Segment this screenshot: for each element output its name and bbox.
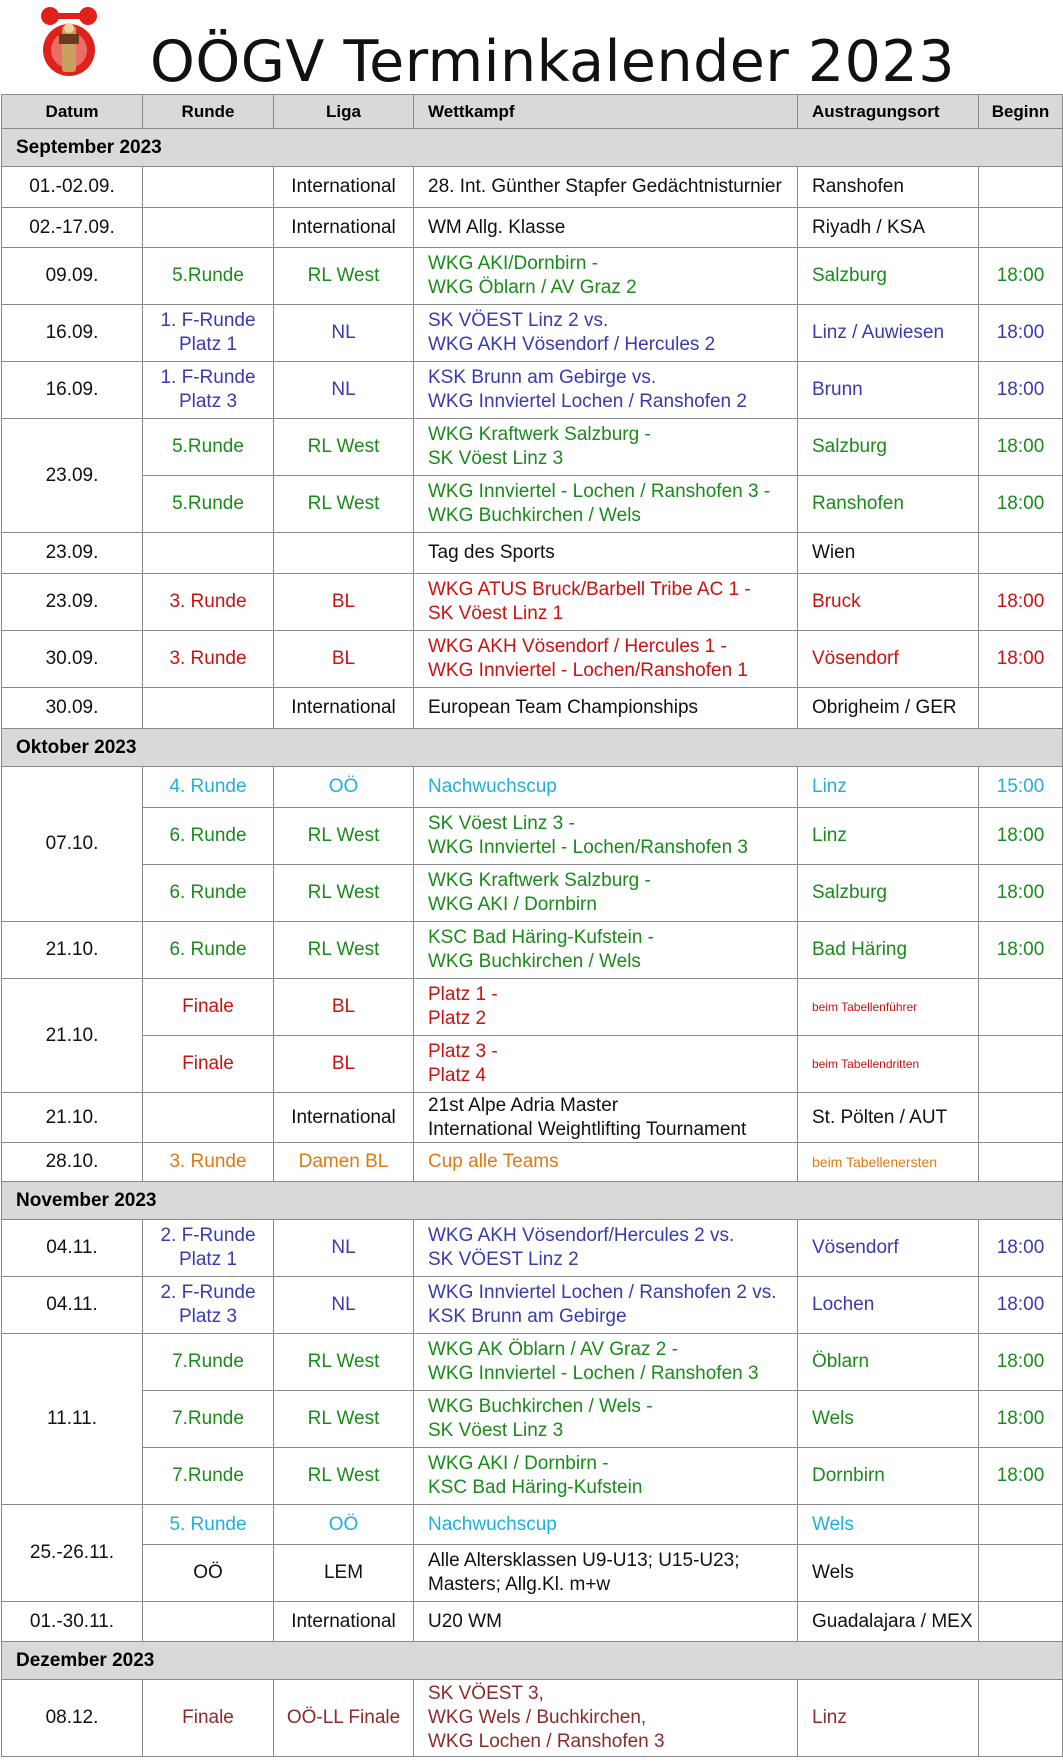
wettkampf-line: European Team Championships — [428, 697, 699, 718]
table-row — [2, 248, 1063, 305]
wettkampf-line: Tag des Sports — [428, 542, 555, 563]
cell-beginn: 18:00 — [979, 362, 1063, 419]
runde-line: 2. F-Runde — [160, 1282, 256, 1303]
cell-datum: 30.09. — [2, 688, 143, 729]
cell-wettkampf — [414, 979, 798, 1036]
cell-ort: Wels — [798, 1545, 979, 1602]
cell-liga: BL — [274, 631, 414, 688]
cell-datum: 23.09. — [2, 574, 143, 631]
cell-ort: Vösendorf — [798, 1220, 979, 1277]
month-section-header: September 2023 — [2, 129, 1063, 167]
cell-runde: 6. Runde — [143, 865, 274, 922]
cell-wettkampf — [414, 476, 798, 533]
month-section-header: Dezember 2023 — [2, 1642, 1063, 1680]
cell-runde — [143, 1093, 274, 1143]
cell-beginn: 18:00 — [979, 1391, 1063, 1448]
column-header-beginn: Beginn — [979, 95, 1063, 129]
cell-beginn — [979, 1505, 1063, 1545]
cell-liga: International — [274, 688, 414, 729]
wettkampf-line: WKG Innviertel - Lochen/Ranshofen 3 — [428, 837, 749, 858]
wettkampf-line: U20 WM — [428, 1610, 502, 1632]
cell-liga: OÖ — [274, 1505, 414, 1545]
cell-datum: 04.11. — [2, 1277, 143, 1334]
cell-wettkampf — [414, 574, 798, 631]
runde-line: Platz 1 — [178, 1249, 238, 1270]
wettkampf-line: Alle Altersklassen U9-U13; U15-U23; — [428, 1550, 740, 1571]
wettkampf-line: WKG Wels / Buchkirchen, — [428, 1707, 647, 1728]
cell-wettkampf — [414, 533, 798, 574]
cell-wettkampf — [414, 305, 798, 362]
table-row — [2, 631, 1063, 688]
cell-liga: NL — [274, 1220, 414, 1277]
wettkampf-line: WKG AKI / Dornbirn - — [428, 1453, 609, 1474]
cell-liga: OÖ-LL Finale — [274, 1680, 414, 1757]
cell-ort: Linz — [798, 1680, 979, 1757]
cell-wettkampf — [414, 808, 798, 865]
table-row — [2, 865, 1063, 922]
cell-ort: Wels — [798, 1505, 979, 1545]
runde-line: 1. F-Runde — [160, 367, 256, 388]
wettkampf-line: Cup alle Teams — [428, 1151, 559, 1172]
cell-runde: 6. Runde — [143, 808, 274, 865]
cell-ort: Bad Häring — [798, 922, 979, 979]
runde-line: 1. F-Runde — [160, 310, 256, 331]
cell-runde: Finale — [143, 1680, 274, 1757]
wettkampf-line: Platz 3 - — [428, 1041, 498, 1062]
cell-runde: 7.Runde — [143, 1334, 274, 1391]
table-row — [2, 305, 1063, 362]
cell-runde: 3. Runde — [143, 574, 274, 631]
cell-runde: 3. Runde — [143, 631, 274, 688]
cell-beginn: 18:00 — [979, 808, 1063, 865]
wettkampf-line: KSC Bad Häring-Kufstein — [428, 1477, 643, 1498]
cell-datum: 16.09. — [2, 362, 143, 419]
table-row — [2, 1680, 1063, 1757]
runde-line: Platz 3 — [178, 391, 238, 412]
cell-wettkampf — [414, 1391, 798, 1448]
wettkampf-line: Platz 1 - — [428, 984, 498, 1005]
wettkampf-line: WKG Buchkirchen / Wels — [428, 505, 641, 526]
cell-liga: RL West — [274, 476, 414, 533]
cell-runde: Finale — [143, 1036, 274, 1093]
cell-datum: 21.10. — [2, 979, 143, 1093]
column-header-datum: Datum — [2, 95, 143, 129]
cell-ort: Bruck — [798, 574, 979, 631]
wettkampf-line: Platz 4 — [428, 1065, 487, 1086]
page-title: OÖGV Terminkalender 2023 — [150, 29, 955, 95]
cell-runde: 5.Runde — [143, 419, 274, 476]
table-row — [2, 1093, 1063, 1143]
cell-beginn: 18:00 — [979, 476, 1063, 533]
cell-liga — [274, 533, 414, 574]
cell-beginn: 18:00 — [979, 922, 1063, 979]
cell-ort: Obrigheim / GER — [798, 688, 979, 729]
cell-ort: Riyadh / KSA — [798, 208, 979, 248]
cell-ort: Salzburg — [798, 865, 979, 922]
cell-wettkampf — [414, 688, 798, 729]
cell-wettkampf — [414, 1220, 798, 1277]
cell-wettkampf — [414, 767, 798, 808]
cell-wettkampf — [414, 865, 798, 922]
table-row — [2, 476, 1063, 533]
cell-ort: Brunn — [798, 362, 979, 419]
table-row — [2, 922, 1063, 979]
cell-wettkampf — [414, 1545, 798, 1602]
cell-runde: 3. Runde — [143, 1143, 274, 1182]
table-row — [2, 419, 1063, 476]
wettkampf-line: WKG Kraftwerk Salzburg - — [428, 424, 651, 445]
cell-datum: 08.12. — [2, 1680, 143, 1757]
cell-wettkampf — [414, 248, 798, 305]
cell-wettkampf — [414, 1277, 798, 1334]
cell-beginn — [979, 688, 1063, 729]
runde-line: Platz 3 — [178, 1306, 238, 1327]
wettkampf-line: WKG AK Öblarn / AV Graz 2 - — [428, 1339, 678, 1360]
cell-liga: LEM — [274, 1545, 414, 1602]
wettkampf-line: KSK Brunn am Gebirge — [428, 1306, 627, 1327]
cell-ort: Linz — [798, 767, 979, 808]
cell-ort: Wien — [798, 533, 979, 574]
cell-datum: 21.10. — [2, 922, 143, 979]
table-row — [2, 1036, 1063, 1093]
wettkampf-line: International Weightlifting Tournament — [428, 1118, 747, 1140]
cell-wettkampf — [414, 419, 798, 476]
wettkampf-line: WKG Innviertel Lochen / Ranshofen 2 — [428, 391, 747, 412]
cell-wettkampf — [414, 1093, 798, 1143]
calendar-table — [1, 94, 1063, 1757]
cell-wettkampf — [414, 631, 798, 688]
cell-datum: 02.-17.09. — [2, 208, 143, 248]
cell-wettkampf — [414, 1334, 798, 1391]
cell-beginn: 18:00 — [979, 419, 1063, 476]
table-row — [2, 167, 1063, 208]
cell-liga: RL West — [274, 1448, 414, 1505]
cell-ort: Linz / Auwiesen — [798, 305, 979, 362]
cell-wettkampf — [414, 1448, 798, 1505]
cell-ort: Salzburg — [798, 419, 979, 476]
cell-liga: International — [274, 1602, 414, 1642]
cell-wettkampf — [414, 1036, 798, 1093]
table-row — [2, 1545, 1063, 1602]
cell-ort: Wels — [798, 1391, 979, 1448]
cell-runde — [143, 533, 274, 574]
cell-datum: 16.09. — [2, 305, 143, 362]
cell-runde — [143, 167, 274, 208]
cell-datum: 23.09. — [2, 419, 143, 533]
cell-runde: 5. Runde — [143, 1505, 274, 1545]
wettkampf-line: WKG ATUS Bruck/Barbell Tribe AC 1 - — [428, 579, 751, 600]
cell-ort: Ranshofen — [798, 476, 979, 533]
cell-runde: OÖ — [143, 1545, 274, 1602]
cell-wettkampf — [414, 362, 798, 419]
column-header-runde: Runde — [143, 95, 274, 129]
cell-beginn: 18:00 — [979, 1220, 1063, 1277]
cell-beginn — [979, 1545, 1063, 1602]
table-row — [2, 533, 1063, 574]
cell-ort: Dornbirn — [798, 1448, 979, 1505]
cell-runde: 5.Runde — [143, 476, 274, 533]
cell-datum: 28.10. — [2, 1143, 143, 1182]
wettkampf-line: WKG AKH Vösendorf / Hercules 2 — [428, 334, 716, 355]
table-row — [2, 1505, 1063, 1545]
cell-ort: Lochen — [798, 1277, 979, 1334]
wettkampf-line: WKG Innviertel Lochen / Ranshofen 2 vs. — [428, 1282, 777, 1303]
wettkampf-line: WKG Innviertel - Lochen/Ranshofen 1 — [428, 660, 749, 681]
cell-beginn: 18:00 — [979, 574, 1063, 631]
cell-datum: 01.-30.11. — [2, 1602, 143, 1642]
wettkampf-line: SK VÖEST 3, — [428, 1683, 544, 1704]
table-row — [2, 574, 1063, 631]
cell-runde: 6. Runde — [143, 922, 274, 979]
cell-ort: Öblarn — [798, 1334, 979, 1391]
table-row — [2, 1334, 1063, 1391]
cell-liga: OÖ — [274, 767, 414, 808]
cell-beginn: 18:00 — [979, 1334, 1063, 1391]
cell-runde: 4. Runde — [143, 767, 274, 808]
cell-beginn: 18:00 — [979, 865, 1063, 922]
table-row — [2, 979, 1063, 1036]
cell-beginn — [979, 1143, 1063, 1182]
cell-beginn: 15:00 — [979, 767, 1063, 808]
cell-ort: St. Pölten / AUT — [798, 1093, 979, 1143]
wettkampf-line: KSC Bad Häring-Kufstein - — [428, 927, 654, 948]
cell-datum: 01.-02.09. — [2, 167, 143, 208]
cell-liga: RL West — [274, 419, 414, 476]
cell-datum: 11.11. — [2, 1334, 143, 1505]
cell-liga: BL — [274, 1036, 414, 1093]
wettkampf-line: WKG AKH Vösendorf / Hercules 1 - — [428, 636, 727, 657]
cell-runde — [143, 208, 274, 248]
cell-ort: beim Tabellendritten — [798, 1036, 979, 1093]
cell-wettkampf — [414, 1602, 798, 1642]
cell-liga: BL — [274, 574, 414, 631]
cell-wettkampf — [414, 922, 798, 979]
cell-runde: 7.Runde — [143, 1448, 274, 1505]
cell-liga: RL West — [274, 808, 414, 865]
wettkampf-line: Nachwuchscup — [428, 776, 557, 797]
cell-datum: 09.09. — [2, 248, 143, 305]
cell-liga: Damen BL — [274, 1143, 414, 1182]
cell-datum: 07.10. — [2, 767, 143, 922]
cell-wettkampf — [414, 208, 798, 248]
wettkampf-line: WKG Buchkirchen / Wels - — [428, 1396, 653, 1417]
cell-runde: Finale — [143, 979, 274, 1036]
wettkampf-line: SK Vöest Linz 3 — [428, 1420, 564, 1441]
cell-runde — [143, 688, 274, 729]
month-section-header: November 2023 — [2, 1182, 1063, 1220]
cell-beginn — [979, 979, 1063, 1036]
cell-datum: 30.09. — [2, 631, 143, 688]
wettkampf-line: WM Allg. Klasse — [428, 216, 566, 238]
cell-liga: International — [274, 1093, 414, 1143]
wettkampf-line: SK VÖEST Linz 2 — [428, 1249, 579, 1270]
wettkampf-line: SK Vöest Linz 1 — [428, 603, 564, 624]
wettkampf-line: WKG Buchkirchen / Wels — [428, 951, 641, 972]
table-row — [2, 1391, 1063, 1448]
wettkampf-line: WKG AKI/Dornbirn - — [428, 253, 598, 274]
cell-ort: Salzburg — [798, 248, 979, 305]
cell-liga: International — [274, 167, 414, 208]
runde-line: Platz 1 — [178, 334, 238, 355]
wettkampf-line: SK Vöest Linz 3 — [428, 448, 564, 469]
cell-liga: NL — [274, 1277, 414, 1334]
wettkampf-line: KSK Brunn am Gebirge vs. — [428, 367, 657, 388]
wettkampf-line: WKG AKI / Dornbirn — [428, 894, 597, 915]
cell-beginn — [979, 208, 1063, 248]
wettkampf-line: WKG Innviertel - Lochen / Ranshofen 3 - — [428, 481, 771, 502]
wettkampf-line: Masters; Allg.Kl. m+w — [428, 1574, 611, 1595]
cell-runde — [143, 305, 274, 362]
cell-datum: 21.10. — [2, 1093, 143, 1143]
cell-liga: BL — [274, 979, 414, 1036]
cell-wettkampf — [414, 167, 798, 208]
table-row — [2, 208, 1063, 248]
wettkampf-line: WKG Öblarn / AV Graz 2 — [428, 277, 637, 298]
cell-datum: 23.09. — [2, 533, 143, 574]
cell-ort: beim Tabellenersten — [798, 1143, 979, 1182]
column-header-liga: Liga — [274, 95, 414, 129]
cell-wettkampf — [414, 1143, 798, 1182]
cell-beginn: 18:00 — [979, 248, 1063, 305]
cell-datum: 04.11. — [2, 1220, 143, 1277]
cell-runde — [143, 1220, 274, 1277]
cell-ort: Guadalajara / MEX — [798, 1602, 979, 1642]
runde-line: 2. F-Runde — [160, 1225, 256, 1246]
cell-runde — [143, 362, 274, 419]
cell-liga: RL West — [274, 248, 414, 305]
wettkampf-line: SK VÖEST Linz 2 vs. — [428, 310, 609, 331]
table-row — [2, 362, 1063, 419]
month-section-header: Oktober 2023 — [2, 729, 1063, 767]
wettkampf-line: WKG AKH Vösendorf/Hercules 2 vs. — [428, 1225, 735, 1246]
table-row — [2, 1143, 1063, 1182]
cell-liga: RL West — [274, 1391, 414, 1448]
cell-liga: NL — [274, 362, 414, 419]
cell-runde: 7.Runde — [143, 1391, 274, 1448]
cell-liga: International — [274, 208, 414, 248]
cell-ort: Vösendorf — [798, 631, 979, 688]
page-header — [0, 0, 1063, 94]
cell-liga: RL West — [274, 1334, 414, 1391]
cell-runde: 5.Runde — [143, 248, 274, 305]
column-header-wettkampf: Wettkampf — [414, 95, 798, 129]
federation-logo-icon — [40, 4, 98, 82]
table-header-row — [2, 95, 1063, 129]
cell-beginn: 18:00 — [979, 631, 1063, 688]
cell-beginn: 18:00 — [979, 305, 1063, 362]
column-header-ort: Austragungsort — [798, 95, 979, 129]
cell-runde — [143, 1602, 274, 1642]
cell-beginn — [979, 1036, 1063, 1093]
table-row — [2, 767, 1063, 808]
cell-beginn — [979, 533, 1063, 574]
table-row — [2, 1602, 1063, 1642]
cell-ort: beim Tabellenführer — [798, 979, 979, 1036]
cell-beginn: 18:00 — [979, 1277, 1063, 1334]
table-row — [2, 808, 1063, 865]
cell-beginn: 18:00 — [979, 1448, 1063, 1505]
cell-wettkampf — [414, 1680, 798, 1757]
cell-datum: 25.-26.11. — [2, 1505, 143, 1602]
wettkampf-line: Nachwuchscup — [428, 1513, 557, 1535]
cell-runde — [143, 1277, 274, 1334]
table-row — [2, 1220, 1063, 1277]
wettkampf-line: WKG Lochen / Ranshofen 3 — [428, 1731, 665, 1752]
cell-liga: RL West — [274, 922, 414, 979]
wettkampf-line: SK Vöest Linz 3 - — [428, 813, 575, 834]
wettkampf-line: 28. Int. Günther Stapfer Gedächtnisturnier — [428, 176, 782, 197]
cell-ort: Ranshofen — [798, 167, 979, 208]
wettkampf-line: WKG Innviertel - Lochen / Ranshofen 3 — [428, 1363, 759, 1384]
cell-beginn — [979, 1093, 1063, 1143]
table-row — [2, 688, 1063, 729]
wettkampf-line: 21st Alpe Adria Master — [428, 1094, 619, 1116]
cell-liga: NL — [274, 305, 414, 362]
cell-beginn — [979, 1680, 1063, 1757]
table-row — [2, 1448, 1063, 1505]
cell-ort: Linz — [798, 808, 979, 865]
wettkampf-line: Platz 2 — [428, 1008, 487, 1029]
cell-wettkampf — [414, 1505, 798, 1545]
cell-beginn — [979, 167, 1063, 208]
cell-beginn — [979, 1602, 1063, 1642]
cell-liga: RL West — [274, 865, 414, 922]
wettkampf-line: WKG Kraftwerk Salzburg - — [428, 870, 651, 891]
table-row — [2, 1277, 1063, 1334]
